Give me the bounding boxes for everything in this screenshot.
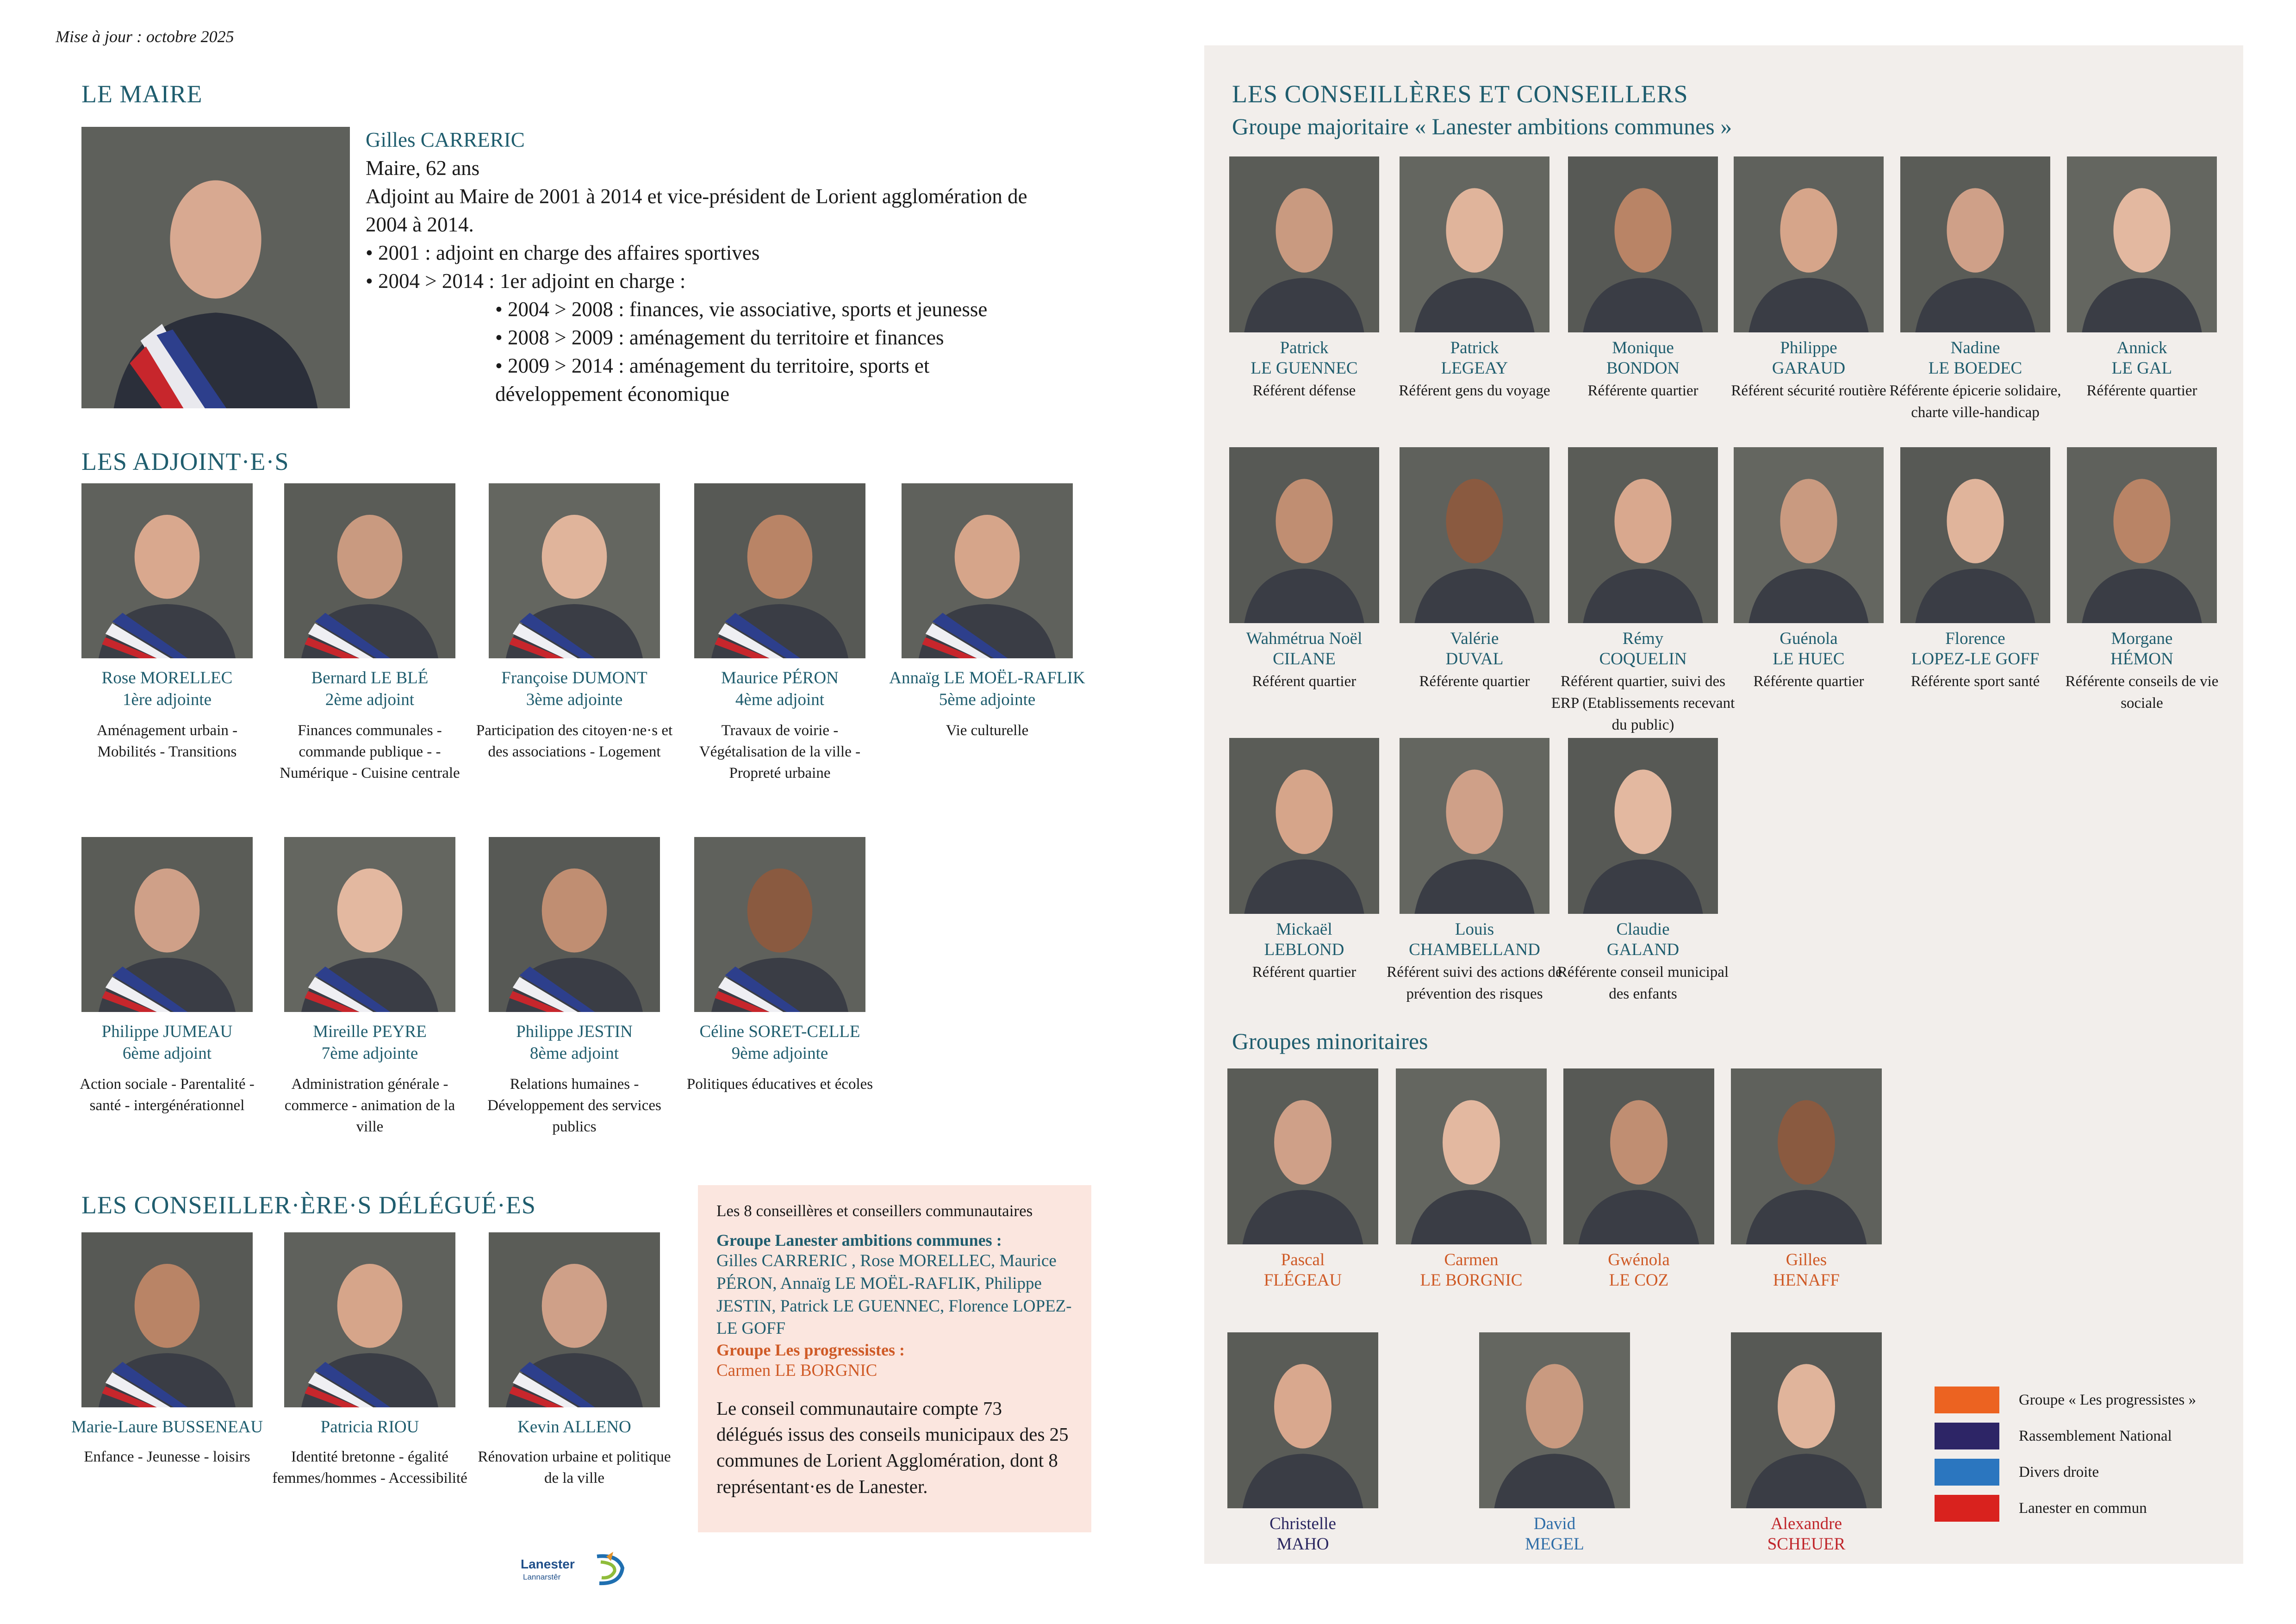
conseiller-desc: Référente conseils de vie sociale (2065, 673, 2219, 712)
adjoint-card (680, 668, 879, 784)
conseiller-last-name: CILANE (1273, 650, 1336, 669)
delegue-desc: Rénovation urbaine et politique de la ville (478, 1449, 671, 1487)
minority-card (1714, 1250, 1899, 1291)
maire-line: Maire, 62 ans (366, 156, 480, 180)
conseiller-first-name: Annick (2116, 338, 2167, 357)
minority-card (1462, 1514, 1647, 1555)
conseiller-desc: Référent quartier (1252, 673, 1356, 690)
adjoint-card (68, 668, 267, 762)
conseiller-desc: Référente épicerie solidaire, charte ville-handicap (1889, 382, 2061, 421)
conseiller-card (1883, 629, 2068, 693)
adjoint-photo (489, 483, 660, 658)
adjoint-name: Rose MORELLEC (101, 668, 233, 687)
conseiller-last-name: LE GAL (2111, 359, 2172, 378)
adjoint-photo (81, 483, 253, 658)
conseiller-card (1382, 629, 1567, 693)
adjoint-photo (489, 837, 660, 1012)
conseiller-last-name: GARAUD (1772, 359, 1846, 378)
adjoint-rank: 2ème adjoint (325, 690, 415, 710)
conseiller-last-name: BONDON (1606, 359, 1680, 378)
conseiller-card (1382, 338, 1567, 402)
conseiller-card (2049, 629, 2234, 714)
conseiller-photo (1900, 156, 2050, 332)
conseiller-first-name: Patrick (1450, 338, 1499, 357)
adjoint-desc: Relations humaines - Développement des services publics (487, 1076, 661, 1136)
adjoint-desc: Travaux de voirie - Végétalisation de la ville - Propreté urbaine (699, 722, 861, 782)
delegue-card (68, 1417, 267, 1468)
party-legend (1935, 1382, 2196, 1526)
adjoint-rank: 1ère adjointe (122, 690, 212, 710)
conseiller-first-name: Nadine (1950, 338, 2000, 357)
conseiller-first-name: Mickaël (1276, 920, 1332, 939)
conseiller-last-name: LEBLOND (1264, 940, 1344, 960)
adjoint-name: Philippe JUMEAU (101, 1022, 233, 1041)
adjoints-heading: LES ADJOINT·E·S (81, 448, 289, 475)
conseiller-first-name: Florence (1945, 629, 2005, 648)
adjoint-card (888, 668, 1087, 741)
adjoint-name: Philippe JESTIN (516, 1022, 633, 1041)
adjoint-desc: Vie culturelle (946, 722, 1029, 739)
conseiller-last-name: LE BOEDEC (1928, 359, 2022, 378)
adjoint-card (270, 668, 469, 784)
delegue-desc: Identité bretonne - égalité femmes/hommes - Accessibilité (272, 1449, 467, 1487)
maire-subline: • 2004 > 2008 : finances, vie associative, sports et jeunesse (495, 298, 988, 321)
adjoint-name: Annaïg LE MOËL-RAFLIK (889, 668, 1085, 687)
adjoint-photo (284, 483, 455, 658)
conseiller-first-name: Wahmétrua Noël (1246, 629, 1363, 648)
conseiller-photo (1229, 447, 1379, 623)
adjoint-name: Bernard LE BLÉ (311, 668, 429, 687)
conseiller-desc: Référente quartier (1419, 673, 1530, 690)
adjoint-name: Céline SORET-CELLE (699, 1022, 860, 1041)
conseiller-desc: Référente sport santé (1910, 673, 2040, 690)
conseiller-first-name: Claudie (1616, 920, 1670, 939)
legend-label: Lanester en commun (2019, 1499, 2147, 1517)
conseiller-last-name: COQUELIN (1599, 650, 1687, 669)
delegue-photo (284, 1232, 455, 1407)
conseiller-photo (1568, 447, 1718, 623)
conseiller-first-name: Monique (1612, 338, 1674, 357)
lanester-logo-mark (518, 1543, 629, 1593)
adjoint-photo (284, 837, 455, 1012)
lanester-logo (518, 1543, 629, 1596)
communautaires-title: Les 8 conseillères et conseillers communautaires (716, 1202, 1033, 1220)
minority-photo (1731, 1332, 1882, 1508)
maire-bio (366, 126, 1060, 408)
conseiller-photo (1900, 447, 2050, 623)
conseiller-card (1716, 629, 1901, 693)
adjoint-card (680, 1021, 879, 1095)
conseiller-last-name: LEGEAY (1441, 359, 1508, 378)
legend-row (1935, 1418, 2196, 1454)
conseiller-photo (1734, 447, 1884, 623)
conseiller-card (1212, 629, 1397, 693)
minority-card (1210, 1250, 1395, 1291)
adjoint-rank: 6ème adjoint (122, 1044, 212, 1063)
conseiller-last-name: CHAMBELLAND (1409, 940, 1540, 960)
legend-label: Divers droite (2019, 1463, 2099, 1480)
maire-subline: • 2009 > 2014 : aménagement du territoire, sports et développement économique (495, 354, 930, 406)
conseiller-last-name: LOPEZ-LE GOFF (1911, 650, 2040, 669)
maire-heading: LE MAIRE (81, 80, 203, 108)
conseiller-desc: Référente quartier (2086, 382, 2197, 399)
minority-card (1210, 1514, 1395, 1555)
adjoint-desc: Action sociale - Parentalité - santé - intergénérationnel (80, 1076, 255, 1114)
legend-swatch (1935, 1495, 1999, 1522)
conseiller-first-name: Louis (1455, 920, 1494, 939)
conseiller-last-name: GALAND (1606, 940, 1680, 960)
adjoint-photo (694, 483, 865, 658)
conseiller-photo (1568, 738, 1718, 914)
adjoint-name: Françoise DUMONT (501, 668, 647, 687)
maire-photo (81, 127, 350, 408)
conseiller-photo (1734, 156, 1884, 332)
minority-last-name: FLÉGEAU (1263, 1271, 1342, 1290)
conseiller-photo (1229, 156, 1379, 332)
adjoint-rank: 7ème adjointe (321, 1044, 418, 1063)
conseiller-card (1883, 338, 2068, 424)
minority-last-name: SCHEUER (1767, 1535, 1846, 1554)
legend-swatch (1935, 1423, 1999, 1449)
update-date: Mise à jour : octobre 2025 (56, 27, 234, 46)
conseiller-desc: Référente conseil municipal des enfants (1557, 963, 1729, 1002)
adjoint-name: Maurice PÉRON (721, 668, 839, 687)
conseiller-last-name: LE GUENNEC (1251, 359, 1358, 378)
conseiller-last-name: LE HUEC (1773, 650, 1845, 669)
conseiller-last-name: HÉMON (2110, 650, 2173, 669)
legend-row (1935, 1490, 2196, 1526)
minority-card (1379, 1250, 1564, 1291)
adjoint-photo (81, 837, 253, 1012)
adjoint-card (475, 1021, 674, 1138)
minority-photo (1396, 1068, 1547, 1244)
minority-last-name: LE COZ (1609, 1271, 1669, 1290)
adjoint-desc: Participation des citoyen·ne·s et des associations - Logement (476, 722, 673, 761)
minority-first-name: Pascal (1281, 1250, 1325, 1269)
adjoint-rank: 5ème adjointe (939, 690, 1036, 710)
logo-text: Lanester (521, 1557, 575, 1571)
conseiller-card (1212, 338, 1397, 402)
minority-photo (1731, 1068, 1882, 1244)
delegue-photo (81, 1232, 253, 1407)
minority-last-name: MAHO (1276, 1535, 1329, 1554)
maire-line: • 2004 > 2014 : 1er adjoint en charge : (366, 269, 686, 293)
conseillers-heading: LES CONSEILLÈRES ET CONSEILLERS (1232, 80, 1688, 108)
minority-first-name: Christelle (1269, 1514, 1336, 1533)
adjoint-desc: Aménagement urbain - Mobilités - Transitions (96, 722, 238, 761)
conseiller-card (2049, 338, 2234, 402)
delegue-card (475, 1417, 674, 1489)
delegue-desc: Enfance - Jeunesse - loisirs (84, 1449, 250, 1466)
minority-photo (1227, 1332, 1378, 1508)
maire-line: • 2001 : adjoint en charge des affaires sportives (366, 241, 760, 264)
delegue-photo (489, 1232, 660, 1407)
maire-subline: • 2008 > 2009 : aménagement du territoire et finances (495, 326, 944, 349)
minority-first-name: Gilles (1786, 1250, 1827, 1269)
conseiller-card (1550, 338, 1736, 402)
delegue-name: Kevin ALLENO (517, 1418, 631, 1437)
adjoint-desc: Administration générale - commerce - animation de la ville (284, 1076, 455, 1136)
minority-last-name: LE BORGNIC (1420, 1271, 1523, 1290)
conseiller-photo (2067, 156, 2217, 332)
group2-heading: Groupe Les progressistes : (716, 1341, 905, 1360)
legend-row (1935, 1454, 2196, 1490)
conseiller-card (1716, 338, 1901, 402)
conseiller-photo (1568, 156, 1718, 332)
adjoint-rank: 9ème adjointe (731, 1044, 828, 1063)
delegue-name: Patricia RIOU (320, 1418, 419, 1437)
conseiller-first-name: Valérie (1450, 629, 1499, 648)
adjoint-desc: Politiques éducatives et écoles (686, 1076, 873, 1093)
minority-last-name: MEGEL (1525, 1535, 1584, 1554)
minority-heading: Groupes minoritaires (1232, 1028, 1428, 1054)
conseiller-photo (1400, 447, 1549, 623)
minority-first-name: Carmen (1444, 1250, 1499, 1269)
conseiller-desc: Référent suivi des actions de prévention des risques (1387, 963, 1562, 1002)
adjoint-rank: 4ème adjoint (735, 690, 825, 710)
conseiller-first-name: Philippe (1780, 338, 1837, 357)
logo-subtext: Lannarstêr (523, 1573, 561, 1581)
adjoint-card (475, 668, 674, 762)
legend-swatch (1935, 1459, 1999, 1486)
minority-first-name: David (1533, 1514, 1576, 1533)
conseiller-photo (1400, 156, 1549, 332)
minority-first-name: Alexandre (1770, 1514, 1842, 1533)
conseiller-first-name: Patrick (1280, 338, 1329, 357)
conseiller-photo (1400, 738, 1549, 914)
conseiller-photo (1229, 738, 1379, 914)
group1-heading: Groupe Lanester ambitions communes : (716, 1231, 1002, 1249)
minority-photo (1227, 1068, 1378, 1244)
conseiller-last-name: DUVAL (1445, 650, 1504, 669)
minority-photo (1563, 1068, 1714, 1244)
adjoint-name: Mireille PEYRE (313, 1022, 427, 1041)
legend-swatch (1935, 1387, 1999, 1413)
legend-row (1935, 1382, 2196, 1418)
minority-first-name: Gwénola (1608, 1250, 1670, 1269)
conseiller-desc: Référent défense (1252, 382, 1356, 399)
delegue-name: Marie-Laure BUSSENEAU (71, 1418, 263, 1437)
conseiller-photo (2067, 447, 2217, 623)
conseiller-card (1550, 629, 1736, 736)
conseiller-card (1382, 919, 1567, 1005)
delegue-card (270, 1417, 469, 1489)
conseiller-card (1212, 919, 1397, 983)
maire-line: Adjoint au Maire de 2001 à 2014 et vice-président de Lorient agglomération de 2004 à 2014. (366, 185, 1027, 236)
majority-heading: Groupe majoritaire « Lanester ambitions communes » (1232, 113, 1732, 139)
communautaires-box (698, 1185, 1091, 1532)
adjoint-card (270, 1021, 469, 1138)
group1-list: Gilles CARRERIC , Rose MORELLEC, Maurice PÉRON, Annaïg LE MOËL-RAFLIK, Philippe JESTIN, Patrick LE GUENNEC, Florence LOPEZ-LE GOFF (716, 1251, 1072, 1338)
conseiller-desc: Référent gens du voyage (1399, 382, 1550, 399)
minority-last-name: HENAFF (1773, 1271, 1840, 1290)
delegues-heading: LES CONSEILLER·ÈRE·S DÉLÉGUÉ·ES (81, 1191, 536, 1219)
adjoint-photo (902, 483, 1073, 658)
conseiller-first-name: Guénola (1780, 629, 1838, 648)
conseiller-desc: Référent sécurité routière (1731, 382, 1886, 399)
conseiller-desc: Référent quartier, suivi des ERP (Etablissements recevant du public) (1551, 673, 1735, 733)
legend-label: Groupe « Les progressistes » (2019, 1391, 2196, 1408)
adjoint-card (68, 1021, 267, 1116)
conseiller-desc: Référente quartier (1587, 382, 1699, 399)
conseiller-card (1550, 919, 1736, 1005)
adjoint-photo (694, 837, 865, 1012)
communautaires-paragraph: Le conseil communautaire compte 73 délégués issus des conseils municipaux des 25 communes de Lorient Agglomération, dont 8 représentant·es de Lanester. (716, 1398, 1069, 1497)
legend-label: Rassemblement National (2019, 1427, 2172, 1444)
conseiller-first-name: Morgane (2111, 629, 2173, 648)
minority-card (1714, 1514, 1899, 1555)
group2-list: Carmen LE BORGNIC (716, 1361, 877, 1380)
conseiller-first-name: Rémy (1622, 629, 1664, 648)
minority-photo (1479, 1332, 1630, 1508)
adjoint-desc: Finances communales - commande publique - - Numérique - Cuisine centrale (280, 722, 460, 782)
conseiller-desc: Référente quartier (1753, 673, 1864, 690)
maire-name: Gilles CARRERIC (366, 128, 525, 151)
adjoint-rank: 3ème adjointe (526, 690, 623, 710)
minority-card (1546, 1250, 1731, 1291)
conseiller-desc: Référent quartier (1252, 963, 1356, 981)
adjoint-rank: 8ème adjoint (529, 1044, 619, 1063)
